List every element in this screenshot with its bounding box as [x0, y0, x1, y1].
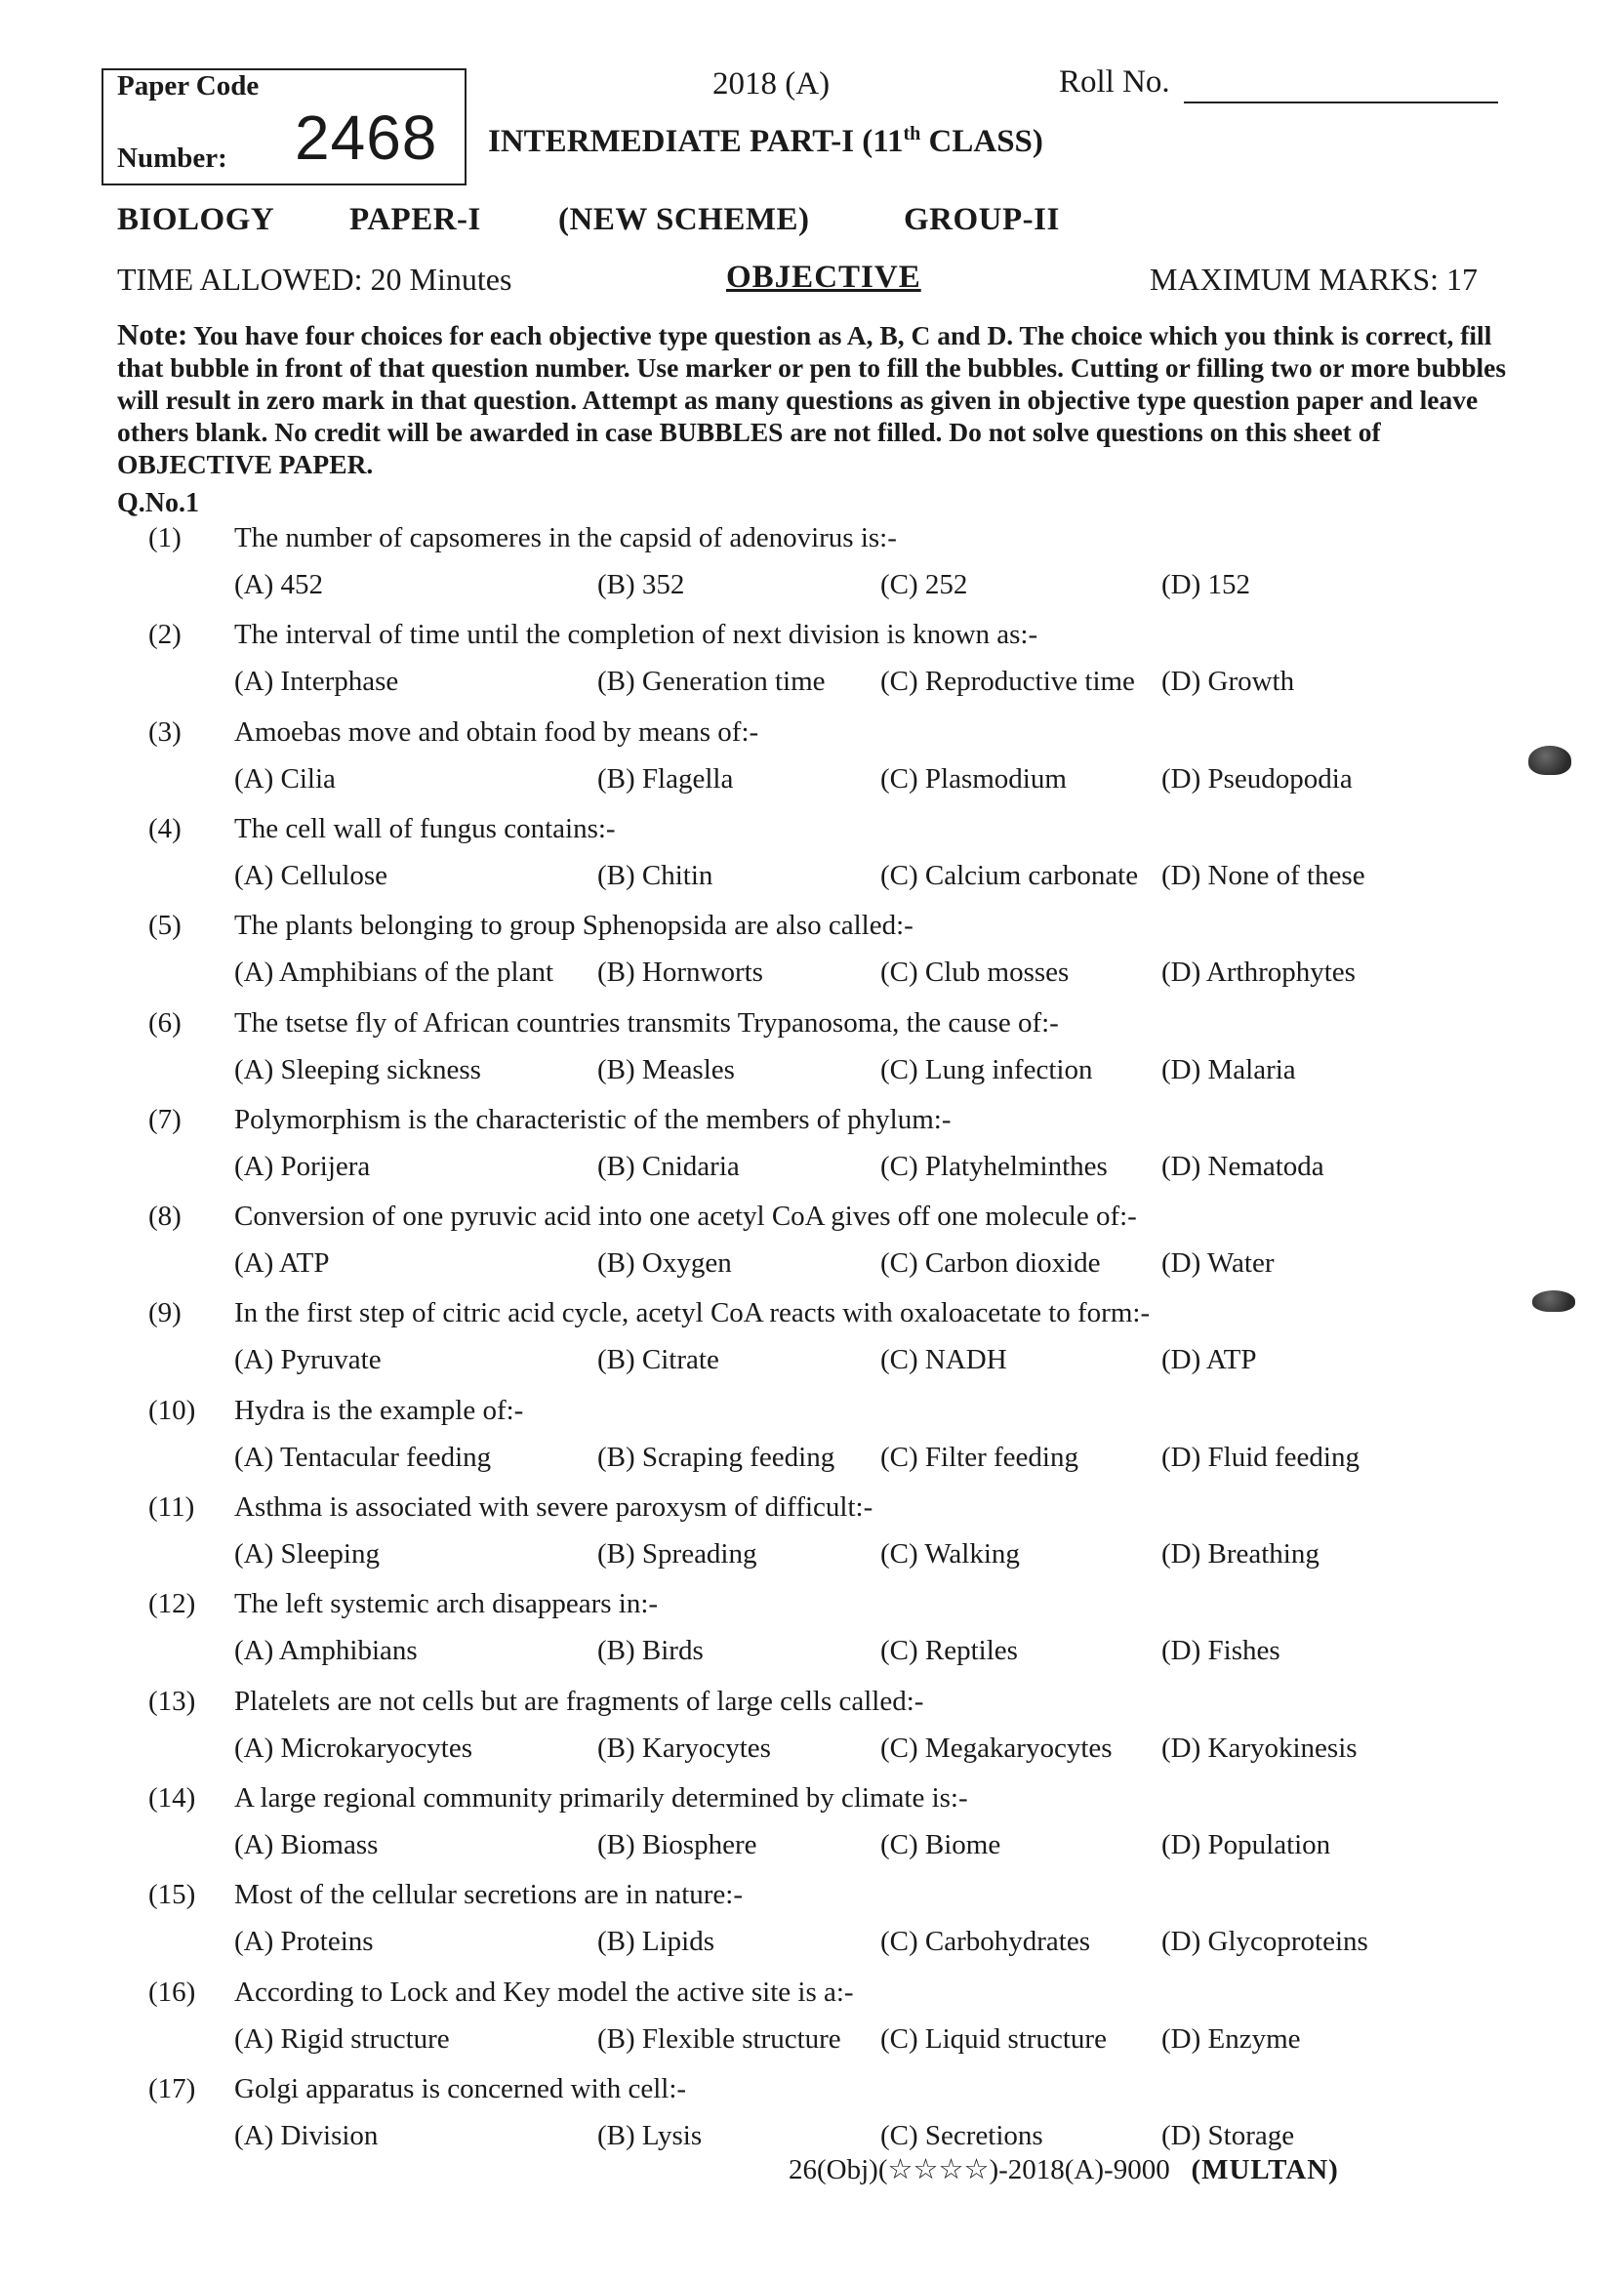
option-a: (A) Biomass — [234, 1828, 379, 1860]
option-b: (B) Chitin — [597, 859, 713, 891]
option-a: (A) 452 — [234, 569, 324, 600]
option-c: (C) Reproductive time — [880, 666, 1135, 698]
option-a: (A) Rigid structure — [234, 2022, 450, 2055]
option-c: (C) Carbohydrates — [880, 1926, 1091, 1958]
question-text: Hydra is the example of:- — [234, 1394, 524, 1426]
question-text: The left systemic arch disappears in:- — [234, 1588, 659, 1620]
option-c: (C) 252 — [880, 569, 968, 600]
option-a: (A) Proteins — [234, 1926, 374, 1958]
option-a: (A) Amphibians of the plant — [234, 957, 554, 989]
option-c: (C) Plasmodium — [880, 762, 1067, 795]
question-number: (10) — [148, 1394, 196, 1426]
option-a: (A) ATP — [234, 1247, 330, 1280]
question-text: The plants belonging to group Sphenopsida are also called:- — [234, 910, 914, 942]
question-text: Golgi apparatus is concerned with cell:- — [234, 2072, 687, 2104]
question-text: The number of capsomeres in the capsid of adenovirus is:- — [234, 522, 897, 553]
option-b: (B) Measles — [597, 1053, 735, 1085]
option-c: (C) Megakaryocytes — [880, 1732, 1113, 1764]
option-b: (B) Generation time — [597, 666, 826, 698]
option-d: (D) Arthrophytes — [1161, 957, 1356, 989]
question-text: In the first step of citric acid cycle, acetyl CoA reacts with oxaloacetate to form:- — [234, 1297, 1151, 1329]
option-d: (D) Storage — [1161, 2119, 1295, 2151]
roll-number-field[interactable] — [1184, 102, 1498, 103]
question-number: (9) — [148, 1297, 182, 1329]
option-c: (C) Walking — [880, 1538, 1020, 1570]
option-b: (B) Karyocytes — [597, 1732, 771, 1764]
option-d: (D) None of these — [1161, 859, 1365, 891]
option-a: (A) Microkaryocytes — [234, 1732, 472, 1764]
paper-code-box — [102, 68, 467, 185]
option-b: (B) Flexible structure — [597, 2022, 841, 2055]
question-text: Conversion of one pyruvic acid into one acetyl CoA gives off one molecule of:- — [234, 1201, 1137, 1233]
option-b: (B) Biosphere — [597, 1828, 757, 1860]
objective-heading: OBJECTIVE — [726, 260, 921, 295]
question-number: (14) — [148, 1781, 196, 1814]
exam-year: 2018 (A) — [712, 66, 831, 102]
question-number: (6) — [148, 1006, 182, 1039]
question-number: (15) — [148, 1879, 196, 1911]
option-a: (A) Cilia — [234, 762, 336, 795]
scheme-name: (NEW SCHEME) — [558, 202, 810, 237]
option-b: (B) Cnidaria — [597, 1150, 740, 1182]
option-a: (A) Porijera — [234, 1150, 371, 1182]
option-a: (A) Pyruvate — [234, 1344, 382, 1376]
paper-code-label: Paper Code — [117, 70, 260, 102]
question-number: (2) — [148, 619, 182, 651]
question-number: (4) — [148, 812, 182, 844]
paper-name: PAPER-I — [349, 202, 481, 237]
question-number: (11) — [148, 1491, 195, 1523]
option-d: (D) Breathing — [1161, 1538, 1320, 1570]
option-c: (C) Club mosses — [880, 957, 1070, 989]
option-a: (A) Sleeping — [234, 1538, 380, 1570]
option-d: (D) Population — [1161, 1828, 1331, 1860]
question-text: According to Lock and Key model the active site is a:- — [234, 1976, 854, 2008]
question-heading: Q.No.1 — [117, 488, 199, 518]
question-number: (7) — [148, 1103, 182, 1135]
option-d: (D) Nematoda — [1161, 1150, 1324, 1182]
punch-hole-mark — [1528, 746, 1571, 775]
punch-hole-mark — [1532, 1290, 1575, 1312]
option-d: (D) ATP — [1161, 1344, 1257, 1376]
option-b: (B) Flagella — [597, 762, 734, 795]
option-d: (D) Glycoproteins — [1161, 1926, 1368, 1958]
question-number: (8) — [148, 1201, 182, 1233]
option-d: (D) Growth — [1161, 666, 1295, 698]
maximum-marks: MAXIMUM MARKS: 17 — [1150, 262, 1479, 297]
option-c: (C) Secretions — [880, 2119, 1043, 2151]
option-c: (C) Carbon dioxide — [880, 1247, 1101, 1280]
option-a: (A) Sleeping sickness — [234, 1053, 481, 1085]
option-b: (B) Scraping feeding — [597, 1441, 835, 1473]
option-b: (B) Citrate — [597, 1344, 719, 1376]
option-b: (B) Lysis — [597, 2119, 703, 2151]
option-d: (D) Water — [1161, 1247, 1275, 1280]
option-b: (B) Birds — [597, 1635, 704, 1667]
question-text: Amoebas move and obtain food by means of:- — [234, 715, 759, 748]
time-allowed: TIME ALLOWED: 20 Minutes — [117, 262, 512, 297]
number-label: Number: — [117, 143, 227, 174]
option-d: (D) Fishes — [1161, 1635, 1280, 1667]
option-a: (A) Amphibians — [234, 1635, 418, 1667]
question-number: (5) — [148, 910, 182, 942]
option-c: (C) NADH — [880, 1344, 1007, 1376]
question-number: (13) — [148, 1685, 196, 1717]
question-number: (16) — [148, 1976, 196, 2008]
option-d: (D) Malaria — [1161, 1053, 1296, 1085]
option-c: (C) Liquid structure — [880, 2022, 1107, 2055]
question-text: Polymorphism is the characteristic of the members of phylum:- — [234, 1103, 952, 1135]
option-a: (A) Tentacular feeding — [234, 1441, 492, 1473]
question-text: Asthma is associated with severe paroxysm of difficult:- — [234, 1491, 873, 1523]
question-text: The cell wall of fungus contains:- — [234, 812, 616, 844]
option-d: (D) Fluid feeding — [1161, 1441, 1360, 1473]
question-number: (1) — [148, 522, 182, 553]
option-c: (C) Lung infection — [880, 1053, 1093, 1085]
option-c: (C) Biome — [880, 1828, 1001, 1860]
footer-code: 26(Obj)(☆☆☆☆)-2018(A)-9000 (MULTAN) — [789, 2154, 1339, 2185]
question-number: (12) — [148, 1588, 196, 1620]
option-c: (C) Filter feeding — [880, 1441, 1078, 1473]
option-a: (A) Cellulose — [234, 859, 388, 891]
option-c: (C) Platyhelminthes — [880, 1150, 1108, 1182]
question-number: (3) — [148, 715, 182, 748]
question-text: Most of the cellular secretions are in nature:- — [234, 1879, 743, 1911]
option-c: (C) Reptiles — [880, 1635, 1018, 1667]
exam-title: INTERMEDIATE PART-I (11th CLASS) — [488, 123, 1043, 159]
option-b: (B) 352 — [597, 569, 685, 600]
group-name: GROUP-II — [904, 202, 1060, 237]
option-d: (D) Karyokinesis — [1161, 1732, 1358, 1764]
question-text: The interval of time until the completion of next division is known as:- — [234, 619, 1038, 651]
option-a: (A) Division — [234, 2119, 379, 2151]
subject-name: BIOLOGY — [117, 202, 275, 237]
option-d: (D) Enzyme — [1161, 2022, 1301, 2055]
option-b: (B) Lipids — [597, 1926, 715, 1958]
option-b: (B) Oxygen — [597, 1247, 732, 1280]
paper-number: 2468 — [295, 102, 438, 173]
question-text: A large regional community primarily determined by climate is:- — [234, 1781, 968, 1814]
question-text: Platelets are not cells but are fragments of large cells called:- — [234, 1685, 924, 1717]
option-b: (B) Spreading — [597, 1538, 757, 1570]
option-d: (D) 152 — [1161, 569, 1251, 600]
roll-number-label: Roll No. — [1059, 64, 1170, 100]
option-c: (C) Calcium carbonate — [880, 859, 1139, 891]
option-d: (D) Pseudopodia — [1161, 762, 1353, 795]
option-a: (A) Interphase — [234, 666, 399, 698]
option-b: (B) Hornworts — [597, 957, 763, 989]
question-text: The tsetse fly of African countries transmits Trypanosoma, the cause of:- — [234, 1006, 1059, 1039]
instructions-note: Note: You have four choices for each objective type question as A, B, C and D. The choice which you think is correct, fill that bubble in front of that question number. Use marker or pen to fill the bubbles. Cutting or filling two or more bubbles will result in zero mark in that question. Attempt as many questions as given in objective type question paper and leave others blank. No credit will be awarded in case BUBBLES are not filled. Do not solve questions on this sheet of OBJECTIVE PAPER. — [117, 317, 1507, 479]
question-number: (17) — [148, 2072, 196, 2104]
